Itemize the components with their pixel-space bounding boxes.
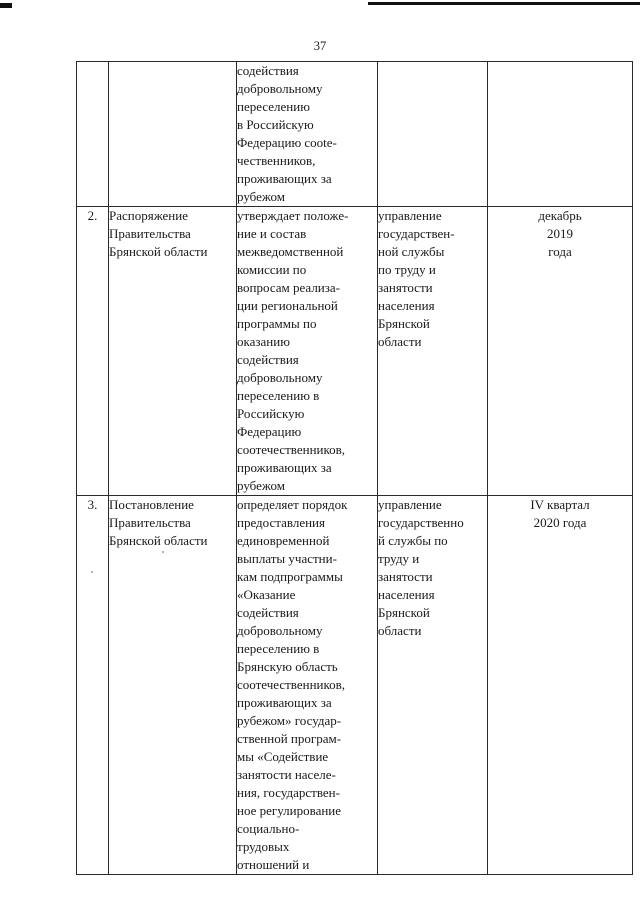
content-line: проживающих за	[237, 460, 332, 475]
executor-cell	[378, 62, 488, 207]
page-number: 37	[313, 39, 327, 53]
executor-line: Брянской	[378, 316, 430, 331]
row-number: 3.	[87, 497, 98, 512]
term-cell	[488, 62, 633, 207]
content-line: соотечественников,	[237, 677, 346, 692]
term-line: 2020 года	[533, 515, 587, 530]
executor-line: занятости	[378, 569, 433, 584]
content-line: занятости населе-	[237, 767, 336, 782]
executor-line: управление	[378, 208, 442, 223]
term-line: 2019	[547, 226, 573, 241]
content-line: определяет порядок	[237, 497, 348, 512]
table-row	[77, 496, 633, 875]
document-type-cell	[109, 496, 237, 875]
executor-cell	[378, 207, 488, 496]
corner-scan-mark	[0, 3, 12, 8]
content-line: чественников,	[237, 153, 316, 168]
measures-table	[76, 61, 633, 875]
executor-line: населения	[378, 298, 435, 313]
content-line: проживающих за	[237, 695, 332, 710]
content-line: ние и состав	[237, 226, 307, 241]
content-line: переселению	[237, 99, 310, 114]
executor-line: ной службы	[378, 244, 445, 259]
content-line: «Оказание	[237, 587, 296, 602]
row-number-cell	[77, 496, 109, 875]
content-line: добровольному	[237, 370, 323, 385]
content-line: переселению в	[237, 388, 320, 403]
content-line: проживающих за	[237, 171, 332, 186]
content-line: межведомственной	[237, 244, 344, 259]
content-line: содействия	[237, 605, 299, 620]
term-line: декабрь	[538, 208, 582, 223]
content-line: рубежом» государ-	[237, 713, 342, 728]
term-line: года	[548, 244, 572, 259]
document-line: Постановление	[109, 497, 194, 512]
row-number-cell	[77, 207, 109, 496]
content-cell	[237, 496, 378, 875]
content-line: Федерацию	[237, 424, 302, 439]
document-line: Правительства	[109, 226, 191, 241]
content-cell	[237, 207, 378, 496]
executor-line: занятости	[378, 280, 433, 295]
content-line: рубежом	[237, 478, 286, 493]
content-cell	[237, 62, 378, 207]
executor-line: управление	[378, 497, 442, 512]
content-line: добровольному	[237, 623, 323, 638]
table-body	[77, 62, 633, 875]
document-type-cell	[109, 62, 237, 207]
content-line: в Российскую	[237, 117, 314, 132]
content-line: единовременной	[237, 533, 330, 548]
executor-line: области	[378, 334, 422, 349]
content-line: содействия	[237, 352, 299, 367]
executor-line: по труду и	[378, 262, 436, 277]
content-line: трудовых	[237, 839, 290, 854]
content-line: соотечественников,	[237, 442, 346, 457]
term-cell	[488, 207, 633, 496]
content-line: отношений и	[237, 857, 310, 872]
content-line: ное регулирование	[237, 803, 342, 818]
content-line: Федерацию соote-	[237, 135, 337, 150]
content-line: вопросам реализа-	[237, 280, 340, 295]
document-line: Брянской области	[109, 244, 208, 259]
content-line: ния, государствен-	[237, 785, 340, 800]
content-line: Брянскую область	[237, 659, 338, 674]
content-line: рубежом	[237, 189, 286, 204]
content-line: комиссии по	[237, 262, 307, 277]
row-number: 2.	[87, 208, 98, 223]
content-line: ственной програм-	[237, 731, 342, 746]
content-line: предоставления	[237, 515, 325, 530]
content-line: программы по	[237, 316, 317, 331]
content-line: ции региональной	[237, 298, 338, 313]
content-line: выплаты участни-	[237, 551, 337, 566]
table-row	[77, 207, 633, 496]
content-line: мы «Содействие	[237, 749, 329, 764]
executor-line: государствен-	[378, 226, 455, 241]
top-rule	[368, 2, 640, 5]
executor-line: Брянской	[378, 605, 430, 620]
executor-line: области	[378, 623, 422, 638]
executor-line: государственно	[378, 515, 464, 530]
content-line: утверждает положе-	[237, 208, 349, 223]
content-line: кам подпрограммы	[237, 569, 343, 584]
content-line: оказанию	[237, 334, 290, 349]
executor-line: населения	[378, 587, 435, 602]
content-line: содействия	[237, 63, 299, 78]
executor-cell	[378, 496, 488, 875]
document-type-cell	[109, 207, 237, 496]
executor-line: й службы по	[378, 533, 448, 548]
document-line: Брянской области	[109, 533, 208, 548]
term-cell	[488, 496, 633, 875]
document-line: Правительства	[109, 515, 191, 530]
content-line: социально-	[237, 821, 300, 836]
table-row	[77, 62, 633, 207]
term-line: IV квартал	[530, 497, 590, 512]
document-line: Распоряжение	[109, 208, 188, 223]
content-line: переселению в	[237, 641, 320, 656]
content-line: Российскую	[237, 406, 305, 421]
executor-line: труду и	[378, 551, 420, 566]
content-line: добровольному	[237, 81, 323, 96]
row-number-cell	[77, 62, 109, 207]
